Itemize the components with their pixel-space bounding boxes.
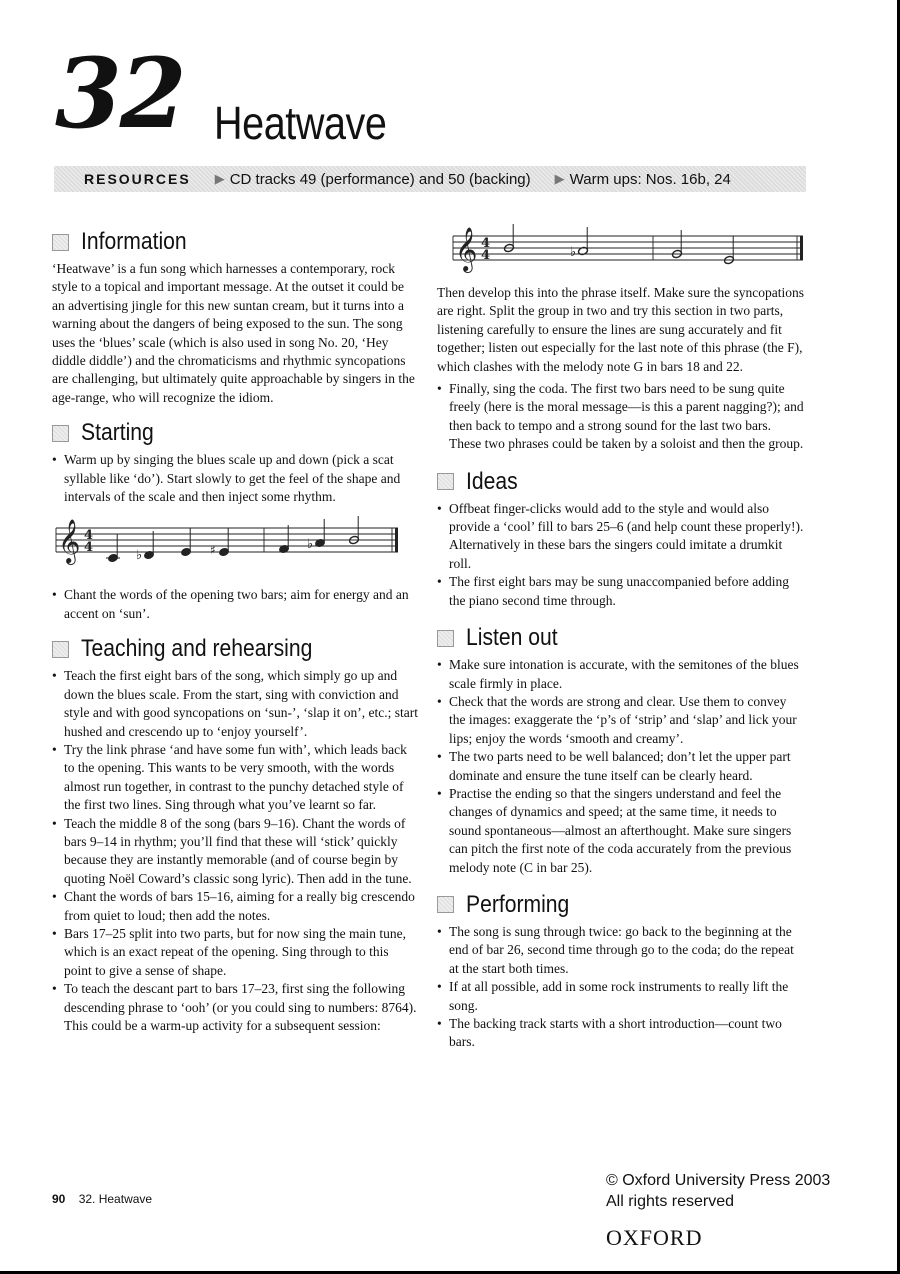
list-item: • Warm up by singing the blues scale up and down (pick a scat syllable like ‘do’). Start slowly to get the feel of the shape and intervals of the scale and then inject some rhythm. [52,451,418,506]
teaching-continued-list [437,380,805,454]
resources-item-text: CD tracks 49 (performance) and 50 (backing) [229,170,531,188]
treble-clef-icon: 𝄞 [58,519,81,564]
list-item: • Teach the first eight bars of the song, which simply go up and down the blues scale. From the start, sing with conviction and style and with good syncopations on ‘sun-’, ‘slap it on’, etc.; start hushed and crescendo up to ‘enjoy yourself’. [52,667,418,741]
list-item: • Practise the ending so that the singers understand and feel the changes of dynamics and speed; at the same time, it needs to sound spontaneous—almost an afterthought. Make sure singers can pitch the first note of the coda accurately from the previous melody note (C in bar 25). [437,785,805,877]
time-signature-bottom: 4 [481,248,491,263]
heading-box-icon [52,234,69,251]
song-number: 32 [55,37,185,150]
rights-line: All rights reserved [606,1193,735,1210]
list-item: • To teach the descant part to bars 17–23, first sing the following descending phrase to ‘ooh’ (or you could sing to numbers: 8764). This could be a warm-up activity for a subsequent session: [52,980,418,1035]
resources-item-text: Warm ups: Nos. 16b, 24 [569,170,731,188]
list-item: • The two parts need to be well balanced; don’t let the upper part dominate and ensure the tune itself can be clearly heard. [437,748,805,785]
list-item: • Chant the words of the opening two bars; aim for energy and an accent on ‘sun’. [52,586,418,623]
svg-text:♭: ♭ [570,245,577,260]
music-stave-blues-scale [52,512,402,576]
time-signature-bottom: 4 [84,540,94,556]
list-item: • Offbeat finger-clicks would add to the style and would also provide a ‘cool’ fill to bars 25–6 (and help count these properly!). Alternatively in these bars the singers could imitate a drumkit roll. [437,500,805,574]
copyright-notice [606,1170,830,1212]
footer-page-info [52,1192,152,1206]
time-signature-top: 4 [481,236,491,251]
left-column [52,228,418,1047]
performing-list [437,923,805,1052]
section-heading-performing: Performing [437,891,805,919]
section-heading-listen-out: Listen out [437,624,805,652]
resources-item-warmups [555,171,731,188]
resources-bar [54,166,806,192]
list-item: • Try the link phrase ‘and have some fun with’, which leads back to the opening. This wants to be very smooth, with the words almost run together, in contrast to the punchy detached style of the first two lines. Sing through what you’ve learnt so far. [52,741,418,815]
list-item: • The first eight bars may be sung unaccompanied before adding the piano second time through. [437,573,805,610]
svg-text:♭: ♭ [307,537,314,553]
music-stave-descant-phrase [437,222,805,278]
section-heading-teaching: Teaching and rehearsing [52,635,418,663]
list-item: • If at all possible, add in some rock instruments to really lift the song. [437,978,805,1015]
starting-list-after [52,586,418,623]
list-item: • Chant the words of bars 15–16, aiming for a really big crescendo from quiet to loud; then add the notes. [52,888,418,925]
list-item: • Check that the words are strong and clear. Use them to convey the images: exaggerate the ‘p’s of ‘strip’ and ‘slap’ and lick your lips; enjoy the words ‘smooth and creamy’. [437,693,805,748]
heading-box-icon [437,896,454,913]
treble-clef-icon: 𝄞 [455,227,478,271]
ideas-list [437,500,805,610]
running-title: 32. Heatwave [78,1192,153,1206]
heading-box-icon [52,425,69,442]
heading-box-icon [437,473,454,490]
list-item: • The backing track starts with a short introduction—count two bars. [437,1015,805,1052]
list-item: • Finally, sing the coda. The first two bars need to be sung quite freely (here is the moral message—is this a parent nagging?); and then back to tempo and a strong sound for the last two bars. These two phrases could be taken by a soloist and then the group. [437,380,805,454]
publisher-logo: OXFORD [606,1225,703,1250]
list-item: • The song is sung through twice: go back to the beginning at the end of bar 26, second time through go to the coda; do the repeat at the start both times. [437,923,805,978]
svg-text:♯: ♯ [210,543,216,558]
song-title: Heatwave [214,97,387,149]
play-arrow-icon: ▶ [214,171,225,186]
information-text: ‘Heatwave’ is a fun song which harnesses a contemporary, rock style to a topical and important message. At the outset it could be an advertising jingle for this new suntan cream, but it turns into a warning about the dangers of being exposed to the sun. The song uses the ‘blues’ scale (which is also used in song No. 20, ‘Hey diddle diddle’) and the chromaticisms and rhythmic syncopations are challenging, but ultimately quite approachable by singers in the age-range, who will recognize the idiom. [52,261,415,405]
heading-box-icon [52,641,69,658]
section-heading-ideas: Ideas [437,468,805,496]
list-item: • Bars 17–25 split into two parts, but for now sing the main tune, which is an exact repeat of the opening. Sing through to this point to give a sense of shape. [52,925,418,980]
starting-list [52,451,418,506]
svg-text:♭: ♭ [136,548,143,564]
right-column [437,222,805,1064]
teaching-list [52,667,418,1035]
heading-box-icon [437,630,454,647]
page-number: 90 [52,1192,66,1206]
copyright-line: © Oxford University Press 2003 [606,1172,831,1189]
list-item: • Make sure intonation is accurate, with the semitones of the blues scale firmly in place. [437,656,805,693]
play-arrow-icon: ▶ [554,171,565,186]
section-heading-information: Information [52,228,418,256]
time-signature-top: 4 [84,528,94,544]
teaching-continued-text: Then develop this into the phrase itself. Make sure the syncopations are right. Split the group in two and try this section in two parts, listening carefully to ensure the lines are sung accurately and fit together; listen out especially for the last note of this phrase (the F), which clashes with the melody note G in bars 18 and 22. [437,285,805,374]
listen-out-list [437,656,805,877]
section-heading-starting: Starting [52,419,418,447]
resources-label: RESOURCES [84,171,191,187]
list-item: • Teach the middle 8 of the song (bars 9–16). Chant the words of bars 9–14 in rhythm; you’ll find that these will ‘stick’ quickly because they are instantly memorable (and of course begin by quoting Noël Coward’s classic song lyric). Then add in the tune. [52,815,418,889]
resources-item-cd [215,171,531,188]
